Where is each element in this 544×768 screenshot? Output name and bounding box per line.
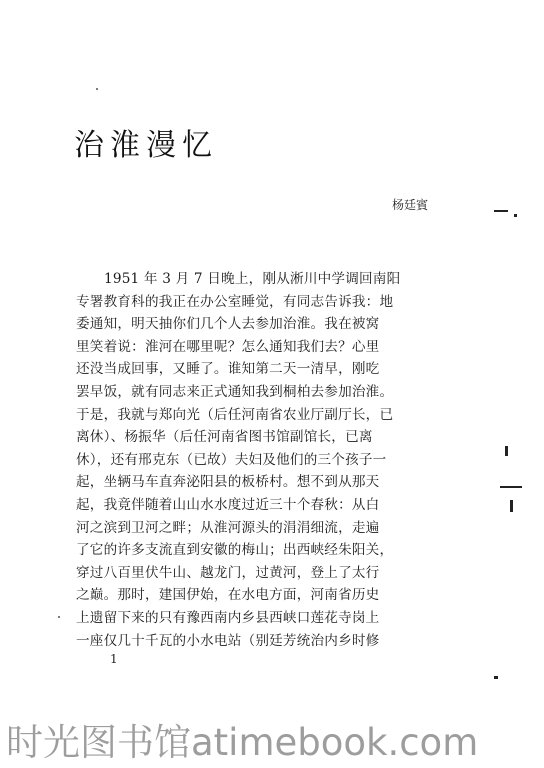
text-line: 委通知，明天抽你们几个人去参加治淮。我在被窝 bbox=[76, 316, 380, 333]
text-line: 起，我竟伴随着山山水水度过近三十个春秋：从白 bbox=[76, 496, 380, 513]
text-line: 罢早饭，就有同志来正式通知我到桐柏去参加治淮。 bbox=[76, 383, 394, 400]
scan-artifact bbox=[505, 446, 508, 456]
text-line: 了它的许多支流直到安徽的梅山；出西峡经朱阳关， bbox=[76, 542, 394, 559]
text-line: 穿过八百里伏牛山、越龙门，过黄河，登上了太行 bbox=[76, 564, 380, 581]
scan-speck bbox=[58, 616, 60, 618]
scan-artifact bbox=[494, 676, 498, 679]
scan-speck bbox=[96, 88, 98, 90]
scan-artifact bbox=[494, 210, 508, 212]
scan-artifact bbox=[510, 500, 513, 512]
author-name: 杨廷賓 bbox=[392, 198, 429, 212]
text-line: 专署教育科的我正在办公室睡觉，有同志告诉我：地 bbox=[76, 293, 394, 310]
watermark: 时光图书馆atimebook.com bbox=[6, 721, 479, 764]
text-line: 起，坐辆马车直奔泌阳县的板桥村。想不到从那天 bbox=[76, 474, 380, 491]
text-line: 还没当成回事，又睡了。谁知第二天一清早，刚吃 bbox=[76, 361, 380, 378]
article-title: 治淮漫忆 bbox=[74, 128, 218, 163]
text-line: 一座仅几十千瓦的小水电站（别廷芳统治内乡时修 bbox=[76, 632, 380, 649]
text-line: 之巅。那时，建国伊始，在水电方面，河南省历史 bbox=[76, 587, 380, 604]
text-line: 河之滨到卫河之畔；从淮河源头的涓涓细流，走遍 bbox=[76, 519, 380, 536]
text-line: 上遗留下来的只有豫西南内乡县西峡口莲花寺岗上 bbox=[76, 609, 380, 626]
text-line: 1951 年 3 月 7 日晚上，刚从淅川中学调回南阳 bbox=[104, 271, 401, 287]
text-line: 休），还有邢克东（已故）夫妇及他们的三个孩子一 bbox=[76, 451, 387, 468]
text-line: 里笑着说：淮河在哪里呢？怎么通知我们去？心里 bbox=[76, 338, 380, 355]
text-line: 于是，我就与郑向光（后任河南省农业厅副厅长，已 bbox=[76, 406, 394, 423]
scan-artifact bbox=[500, 486, 522, 488]
text-line: 离休）、杨振华（后任河南省图书馆副馆长，已离 bbox=[76, 429, 373, 446]
page-number: 1 bbox=[110, 652, 118, 666]
scan-artifact bbox=[514, 214, 517, 217]
body-paragraph bbox=[76, 268, 468, 652]
